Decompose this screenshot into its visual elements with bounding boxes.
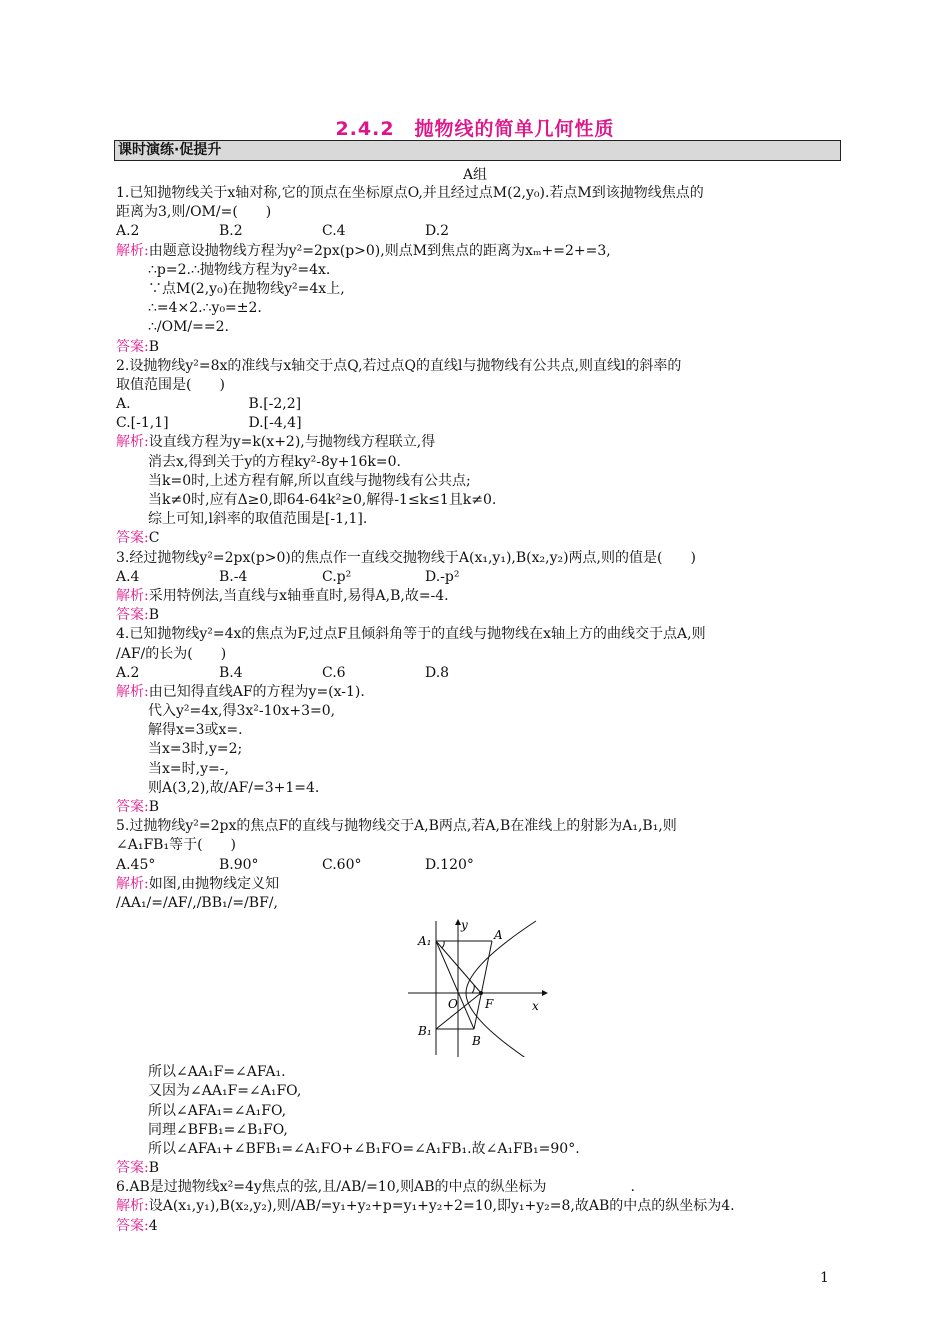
answer-line: 答案:4 <box>116 1217 158 1234</box>
answer-line: 答案:B <box>116 338 160 355</box>
solution-label: 解析: <box>116 875 149 892</box>
label-a: A <box>494 928 503 943</box>
answer-label: 答案: <box>116 799 149 815</box>
option-d: D.[-4,4] <box>248 415 302 432</box>
question-2-line-2: 取值范围是( ) <box>116 376 225 393</box>
solution-line: 消去x,得到关于y的方程ky²-8y+16k=0. <box>148 453 401 470</box>
solution-line: 解析:采用特例法,当直线与x轴垂直时,易得A,B,故=-4. <box>116 587 449 604</box>
answer-line: 答案:B <box>116 607 160 624</box>
segment-a1-b <box>436 941 474 1029</box>
answer-line: 答案:C <box>116 530 160 547</box>
solution-line: ∴=4×2.∴y₀=±2. <box>148 300 262 317</box>
question-6-line-1: 6.AB是过抛物线x²=4y焦点的弦,且/AB/=10,则AB的中点的纵坐标为 . <box>116 1179 635 1196</box>
solution-line: 则A(3,2),故/AF/=3+1=4. <box>148 779 320 796</box>
solution-line: 解析:由题意设抛物线方程为y²=2px(p>0),则点M到焦点的距离为xₘ+=2+=3, <box>116 242 611 259</box>
solution-line: ∴p=2.∴抛物线方程为y²=4x. <box>148 261 331 278</box>
chord-ab <box>474 941 492 1029</box>
question-5-line-1: 5.过抛物线y²=2px的焦点F的直线与抛物线交于A,B两点,若A,B在准线上的射影为A₁,B₁,则 <box>116 818 677 835</box>
question-4-options <box>116 664 840 683</box>
page-title: 2.4.2 抛物线的简单几何性质 <box>335 118 615 140</box>
solution-line: 当x=时,y=-, <box>148 760 229 777</box>
question-4-line-2: /AF/的长为( ) <box>116 645 227 662</box>
option-a: A.2 <box>116 664 140 681</box>
question-1-options <box>116 222 840 241</box>
solution-line: 当x=3时,y=2; <box>148 741 243 758</box>
option-b: B.[-2,2] <box>248 396 302 413</box>
question-4-line-1: 4.已知抛物线y²=4x的焦点为F,过点F且倾斜角等于的直线与抛物线在x轴上方的曲线交于点A,则 <box>116 626 706 643</box>
label-a1: A₁ <box>418 934 432 949</box>
solution-line: 解析:设A(x₁,y₁),B(x₂,y₂),则/AB/=y₁+y₂+p=y₁+y₂+2=10,即y₁+y₂=8,故AB的中点的纵坐标为4. <box>116 1198 735 1215</box>
option-d: D.8 <box>425 664 450 681</box>
solution-line: 解得x=3或x=. <box>148 722 243 739</box>
label-x: x <box>532 999 539 1014</box>
option-c: C.[-1,1] <box>116 415 169 432</box>
answer-line: 答案:B <box>116 1160 160 1177</box>
option-b: B.4 <box>219 664 243 681</box>
x-axis-arrow <box>542 990 548 996</box>
angle-mark-a1 <box>442 941 444 948</box>
solution-label: 解析: <box>116 587 149 604</box>
option-a: A.45° <box>116 856 156 873</box>
question-1-line-2: 距离为3,则/OM/=( ) <box>116 204 272 221</box>
solution-line: 所以∠AFA₁+∠BFB₁=∠A₁FO+∠B₁FO=∠A₁FB₁.故∠A₁FB₁=90°. <box>148 1140 580 1157</box>
solution-line: 当k≠0时,应有Δ≥0,即64-64k²≥0,解得-1≤k≤1且k≠0. <box>148 492 497 508</box>
solution-line: 当k=0时,上述方程有解,所以直线与抛物线有公共点; <box>148 472 471 489</box>
option-c: C.60° <box>322 856 362 873</box>
solution-label: 解析: <box>116 683 149 700</box>
label-o: O <box>448 997 458 1012</box>
label-b1: B₁ <box>418 1024 432 1039</box>
label-y: y <box>461 918 468 933</box>
question-5-line-2: ∠A₁FB₁等于( ) <box>116 837 236 854</box>
solution-line: 所以∠AFA₁=∠A₁FO, <box>148 1102 287 1119</box>
option-b: B.90° <box>219 856 259 873</box>
option-a: A. <box>116 396 131 413</box>
solution-line: 解析:如图,由抛物线定义知 <box>116 875 280 892</box>
solution-line: 代入y²=4x,得3x²-10x+3=0, <box>148 703 336 720</box>
answer-label: 答案: <box>116 530 149 547</box>
question-1-line-1: 1.已知抛物线关于x轴对称,它的顶点在坐标原点O,并且经过点M(2,y₀).若点M到该抛物线焦点的 <box>116 185 704 201</box>
solution-label: 解析: <box>116 1198 149 1215</box>
option-c: C.4 <box>322 223 346 240</box>
solution-line: 同理∠BFB₁=∠B₁FO, <box>148 1121 288 1138</box>
option-c: C.6 <box>322 664 346 681</box>
group-heading: A组 <box>462 167 488 183</box>
parabola-diagram <box>408 917 548 1057</box>
question-2-options-row-1 <box>116 395 840 414</box>
solution-line: 解析:设直线方程为y=k(x+2),与抛物线方程联立,得 <box>116 434 436 451</box>
option-a: A.4 <box>116 568 140 585</box>
option-b: B.-4 <box>219 568 248 585</box>
answer-line: 答案:B <box>116 799 160 815</box>
parabola-figure <box>116 917 840 1057</box>
answer-label: 答案: <box>116 607 149 624</box>
label-b: B <box>472 1034 481 1049</box>
question-2-options-row-2 <box>116 414 840 433</box>
question-3-options <box>116 568 840 587</box>
page-number: 1 <box>820 1270 829 1286</box>
solution-line: ∵点M(2,y₀)在抛物线y²=4x上, <box>148 280 345 297</box>
answer-label: 答案: <box>116 338 149 355</box>
option-b: B.2 <box>219 223 243 240</box>
option-d: D.120° <box>425 856 474 873</box>
focus-point <box>479 991 483 995</box>
option-d: D.-p² <box>425 568 460 585</box>
question-5-options <box>116 856 840 875</box>
label-f: F <box>485 997 494 1012</box>
section-header: 课时演练·促提升 <box>114 140 841 161</box>
exercise-content <box>116 184 840 1236</box>
solution-line: ∴/OM/==2. <box>148 319 229 336</box>
answer-label: 答案: <box>116 1160 149 1177</box>
answer-label: 答案: <box>116 1217 149 1234</box>
question-2-line-1: 2.设抛物线y²=8x的准线与x轴交于点Q,若过点Q的直线l与抛物线有公共点,则直线l的斜率的 <box>116 357 682 374</box>
solution-label: 解析: <box>116 434 149 451</box>
solution-line: 所以∠AA₁F=∠AFA₁. <box>148 1064 286 1081</box>
angle-mark-f <box>472 985 474 993</box>
option-c: C.p² <box>322 568 352 585</box>
option-a: A.2 <box>116 223 140 240</box>
solution-line: /AA₁/=/AF/,/BB₁/=/BF/, <box>116 894 278 911</box>
solution-line: 综上可知,l斜率的取值范围是[-1,1]. <box>148 511 368 528</box>
question-3-line-1: 3.经过抛物线y²=2px(p>0)的焦点作一直线交抛物线于A(x₁,y₁),B(x₂,y₂)两点,则的值是( ) <box>116 549 696 566</box>
solution-label: 解析: <box>116 242 149 259</box>
solution-line: 解析:由已知得直线AF的方程为y=(x-1). <box>116 683 365 700</box>
option-d: D.2 <box>425 223 450 240</box>
solution-line: 又因为∠AA₁F=∠A₁FO, <box>148 1083 302 1100</box>
